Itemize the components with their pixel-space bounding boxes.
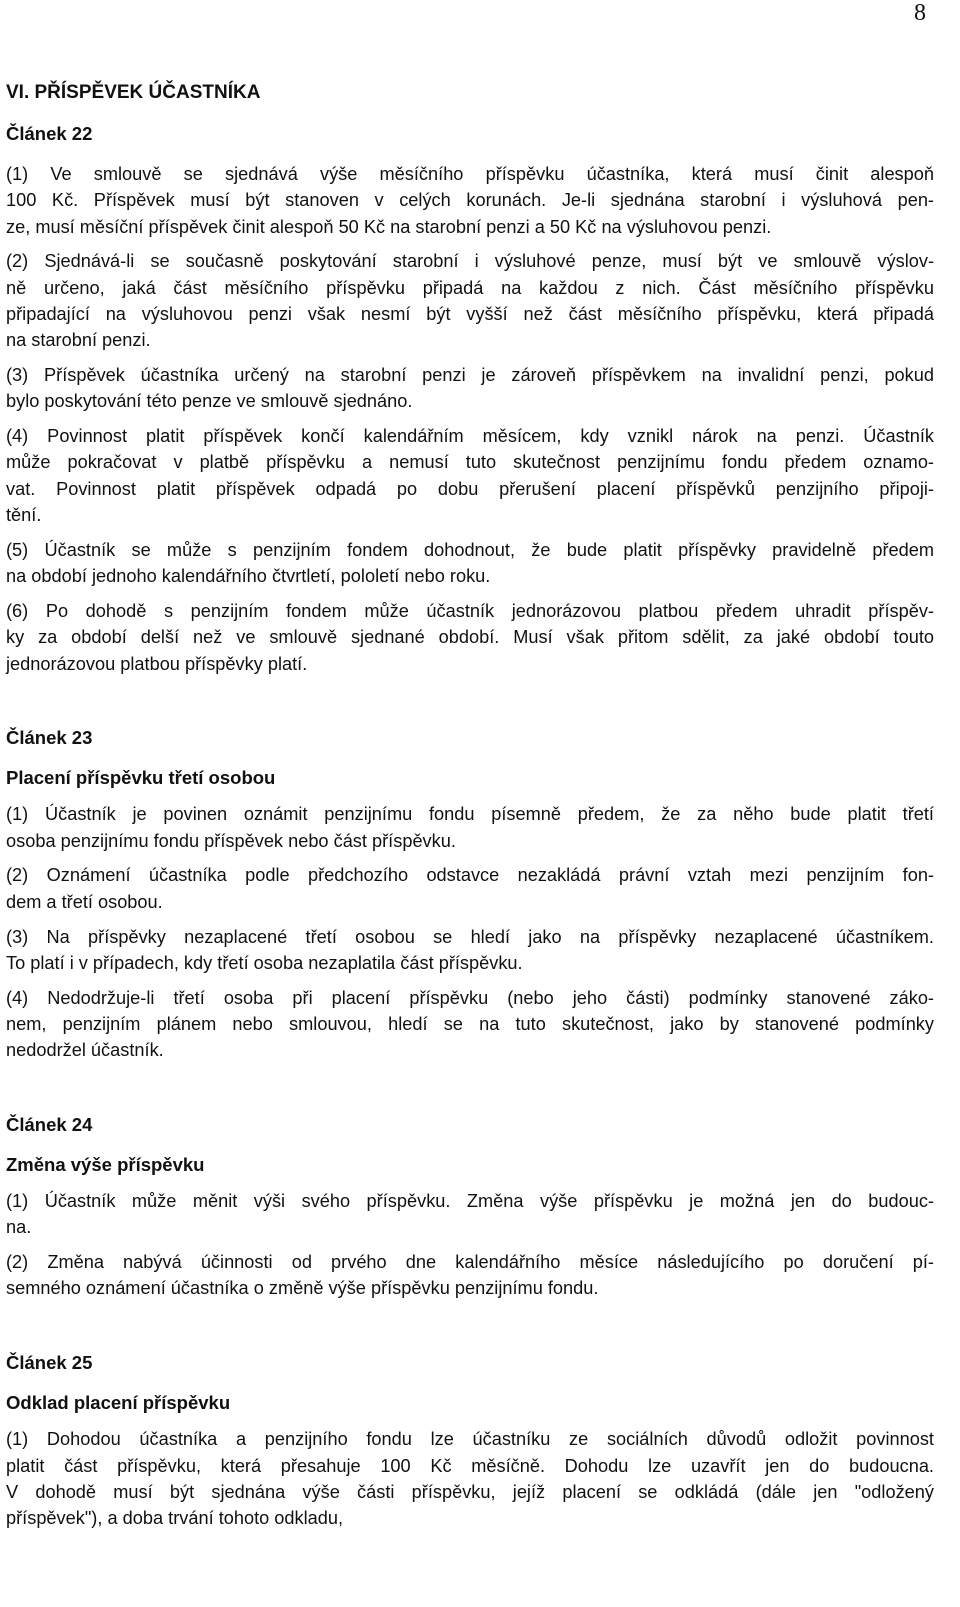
paragraph-line: (1) Dohodou účastníka a penzijního fondu lze účastníku ze sociálních důvodů odložit povinnost — [6, 1429, 934, 1450]
paragraph-line: (2) Sjednává-li se současně poskytování starobní i výsluhové penze, musí být ve smlouvě výslov- — [6, 251, 934, 272]
paragraph-line: (3) Na příspěvky nezaplacené třetí osobou se hledí jako na příspěvky nezaplacené účastníkem. — [6, 926, 934, 947]
paragraph-line: ky za období delší než ve smlouvě sjednané období. Musí však přitom sdělit, za jaké období touto — [6, 627, 934, 648]
paragraph-line: (3) Příspěvek účastníka určený na starobní penzi je zároveň příspěvkem na invalidní penzi, pokud — [6, 365, 934, 386]
paragraph-line: nedodržel účastník. — [6, 1040, 164, 1061]
paragraph — [6, 1188, 934, 1241]
article-subheading: Změna výše příspěvku — [6, 1154, 205, 1176]
paragraph-line: bylo poskytování této penze ve smlouvě sjednáno. — [6, 391, 413, 412]
paragraph-line: osoba penzijnímu fondu příspěvek nebo část příspěvku. — [6, 830, 456, 851]
paragraph — [6, 924, 934, 977]
paragraph — [6, 362, 934, 415]
article-section — [6, 1112, 934, 1302]
paragraph-line: (6) Po dohodě s penzijním fondem může účastník jednorázovou platbou předem uhradit příspěv- — [6, 600, 934, 621]
paragraph — [6, 1249, 934, 1302]
paragraph-line: platit část příspěvku, která přesahuje 100 Kč měsíčně. Dohodu lze uzavřít jen do budoucna. — [6, 1455, 934, 1476]
paragraph — [6, 248, 934, 353]
article-spacer — [6, 685, 934, 725]
article-subheading: Odklad placení příspěvku — [6, 1392, 231, 1414]
paragraph-line: vat. Povinnost platit příspěvek odpadá po dobu přerušení placení příspěvků penzijního připoji- — [6, 478, 934, 499]
paragraph-line: (4) Povinnost platit příspěvek končí kalendářním měsícem, kdy vznikl nárok na penzi. Účastník — [6, 426, 934, 447]
paragraph-line: To platí i v případech, kdy třetí osoba nezaplatila část příspěvku. — [6, 952, 523, 973]
paragraph-line: ze, musí měsíční příspěvek činit alespoň 50 Kč na starobní penzi a 50 Kč na výsluhovou penzi. — [6, 216, 772, 237]
paragraph-line: semného oznámení účastníka o změně výše příspěvku penzijnímu fondu. — [6, 1278, 599, 1299]
article-heading: Článek 22 — [6, 123, 93, 144]
article-spacer — [6, 1072, 934, 1112]
document-body — [6, 80, 934, 1540]
article-subheading: Placení příspěvku třetí osobou — [6, 767, 276, 789]
article-heading: Článek 24 — [6, 1114, 93, 1136]
paragraph-line: ně určeno, jaká část měsíčního příspěvku připadá na každou z nich. Část měsíčního příspěvku — [6, 277, 934, 298]
paragraph-line: jednorázovou platbou příspěvky platí. — [6, 653, 308, 674]
article-section — [6, 1350, 934, 1531]
paragraph-line: dem a třetí osobou. — [6, 891, 163, 912]
paragraph-line: tění. — [6, 505, 42, 526]
articles-container — [6, 121, 934, 1531]
paragraph — [6, 598, 934, 677]
paragraph-line: na starobní penzi. — [6, 330, 151, 351]
paragraph-line: (1) Účastník může měnit výši svého příspěvku. Změna výše příspěvku je možná jen do budouc- — [6, 1191, 934, 1212]
article-heading: Článek 23 — [6, 727, 93, 749]
paragraph — [6, 801, 934, 854]
paragraph-line: na období jednoho kalendářního čtvrtletí, pololetí nebo roku. — [6, 566, 491, 587]
paragraph — [6, 537, 934, 590]
paragraph-line: (1) Účastník je povinen oznámit penzijnímu fondu písemně předem, že za něho bude platit třetí — [6, 804, 934, 825]
paragraph-line: nem, penzijním plánem nebo smlouvou, hledí se na tuto skutečnost, jako by stanovené podmínky — [6, 1013, 934, 1034]
paragraph-line: připadající na výsluhovou penzi však nesmí být vyšší než část měsíčního příspěvku, která připadá — [6, 303, 934, 324]
page-number: 8 — [914, 0, 926, 26]
paragraph-line: V dohodě musí být sjednána výše části příspěvku, jejíž placení se odkládá (dále jen "odložený — [6, 1481, 934, 1502]
paragraph-line: příspěvek"), a doba trvání tohoto odkladu, — [6, 1508, 344, 1529]
paragraph-line: (2) Změna nabývá účinnosti od prvého dne kalendářního měsíce následujícího po doručení pí- — [6, 1252, 934, 1273]
article-spacer — [6, 1310, 934, 1350]
article-heading: Článek 25 — [6, 1352, 93, 1374]
paragraph — [6, 161, 934, 240]
paragraph — [6, 985, 934, 1064]
chapter-title: VI. PŘÍSPĚVEK ÚČASTNÍKA — [6, 82, 261, 103]
paragraph-line: může pokračovat v platbě příspěvku a nemusí tuto skutečnost penzijnímu fondu předem oznamo- — [6, 452, 934, 473]
paragraph — [6, 862, 934, 915]
paragraph — [6, 1426, 934, 1531]
paragraph-line: 100 Kč. Příspěvek musí být stanoven v celých korunách. Je-li sjednána starobní i výsluhová pen- — [6, 190, 934, 211]
paragraph-line: (5) Účastník se může s penzijním fondem dohodnout, že bude platit příspěvky pravidelně předem — [6, 539, 934, 560]
paragraph-line: (2) Oznámení účastníka podle předchozího odstavce nezakládá právní vztah mezi penzijním fon- — [6, 865, 934, 886]
article-section — [6, 725, 934, 1063]
article-section — [6, 121, 934, 677]
paragraph — [6, 423, 934, 528]
paragraph-line: (4) Nedodržuje-li třetí osoba při placení příspěvku (nebo jeho části) podmínky stanovené záko- — [6, 987, 934, 1008]
paragraph-line: (1) Ve smlouvě se sjednává výše měsíčního příspěvku účastníka, která musí činit alespoň — [6, 164, 934, 184]
paragraph-line: na. — [6, 1217, 32, 1238]
